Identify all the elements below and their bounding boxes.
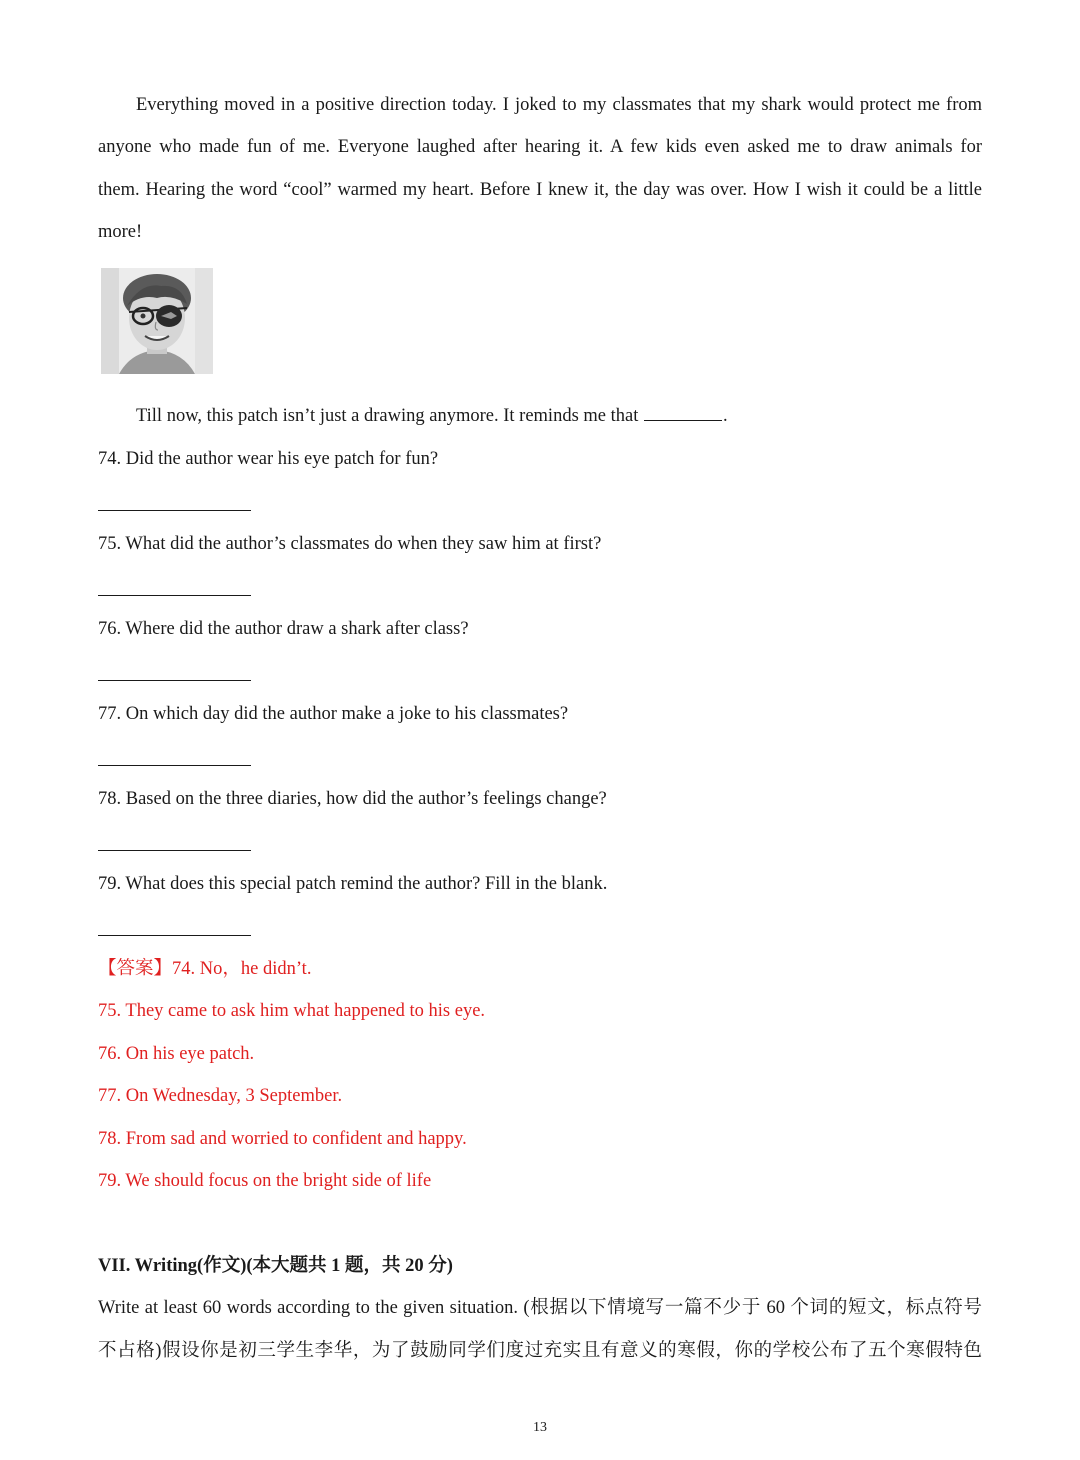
answer-74 [98, 957, 982, 981]
page-number: 13 [533, 1420, 547, 1435]
question-79: 79. What does this special patch remind the author? Fill in the blank. [98, 874, 608, 894]
answer-74-text: 74. No，he didn’t. [172, 959, 312, 979]
answer-75: 75. They came to ask him what happened to his eye. [98, 1001, 486, 1021]
answer-line-75[interactable] [98, 595, 251, 596]
boy-eye-patch-illustration [101, 268, 213, 374]
answer-label: 【答案】 [98, 959, 173, 979]
passage-line-3: them. Hearing the word “cool” warmed my heart. Before I knew it, the day was over. How I wish it could be a little [98, 180, 982, 200]
question-76: 76. Where did the author draw a shark after class? [98, 619, 469, 639]
answer-line-78[interactable] [98, 850, 251, 851]
writing-instructions-line-1: Write at least 60 words according to the given situation. (根据以下情境写一篇不少于 60 个词的短文，标点符号 [98, 1298, 982, 1318]
boy-eye-patch-photo [101, 268, 213, 374]
passage-closing-period: . [722, 406, 728, 426]
answer-line-79[interactable] [98, 935, 251, 936]
question-75: 75. What did the author’s classmates do when they saw him at first? [98, 534, 602, 554]
answer-76: 76. On his eye patch. [98, 1044, 255, 1064]
answer-79: 79. We should focus on the bright side of life [98, 1171, 432, 1191]
answer-line-76[interactable] [98, 680, 251, 681]
answer-78: 78. From sad and worried to confident and happy. [98, 1129, 467, 1149]
writing-instructions-line-2: 不占格)假设你是初三学生李华，为了鼓励同学们度过充实且有意义的寒假，你的学校公布了五个寒假特色 [98, 1341, 982, 1361]
passage-line-1: Everything moved in a positive direction today. I joked to my classmates that my shark would protect me from [136, 95, 982, 115]
passage-closing-line [136, 404, 982, 428]
passage-line-4: more! [98, 222, 143, 242]
passage-line-2: anyone who made fun of me. Everyone laughed after hearing it. A few kids even asked me to draw animals for [98, 137, 982, 157]
answer-77: 77. On Wednesday, 3 September. [98, 1086, 343, 1106]
fill-in-blank[interactable] [644, 404, 722, 421]
answer-line-77[interactable] [98, 765, 251, 766]
question-74: 74. Did the author wear his eye patch for fun? [98, 449, 439, 469]
answer-line-74[interactable] [98, 510, 251, 511]
question-78: 78. Based on the three diaries, how did the author’s feelings change? [98, 789, 607, 809]
passage-closing-text: Till now, this patch isn’t just a drawing anymore. It reminds me that [136, 406, 643, 426]
section-heading-writing: VII. Writing(作文)(本大题共 1 题，共 20 分) [98, 1256, 453, 1276]
question-77: 77. On which day did the author make a joke to his classmates? [98, 704, 569, 724]
